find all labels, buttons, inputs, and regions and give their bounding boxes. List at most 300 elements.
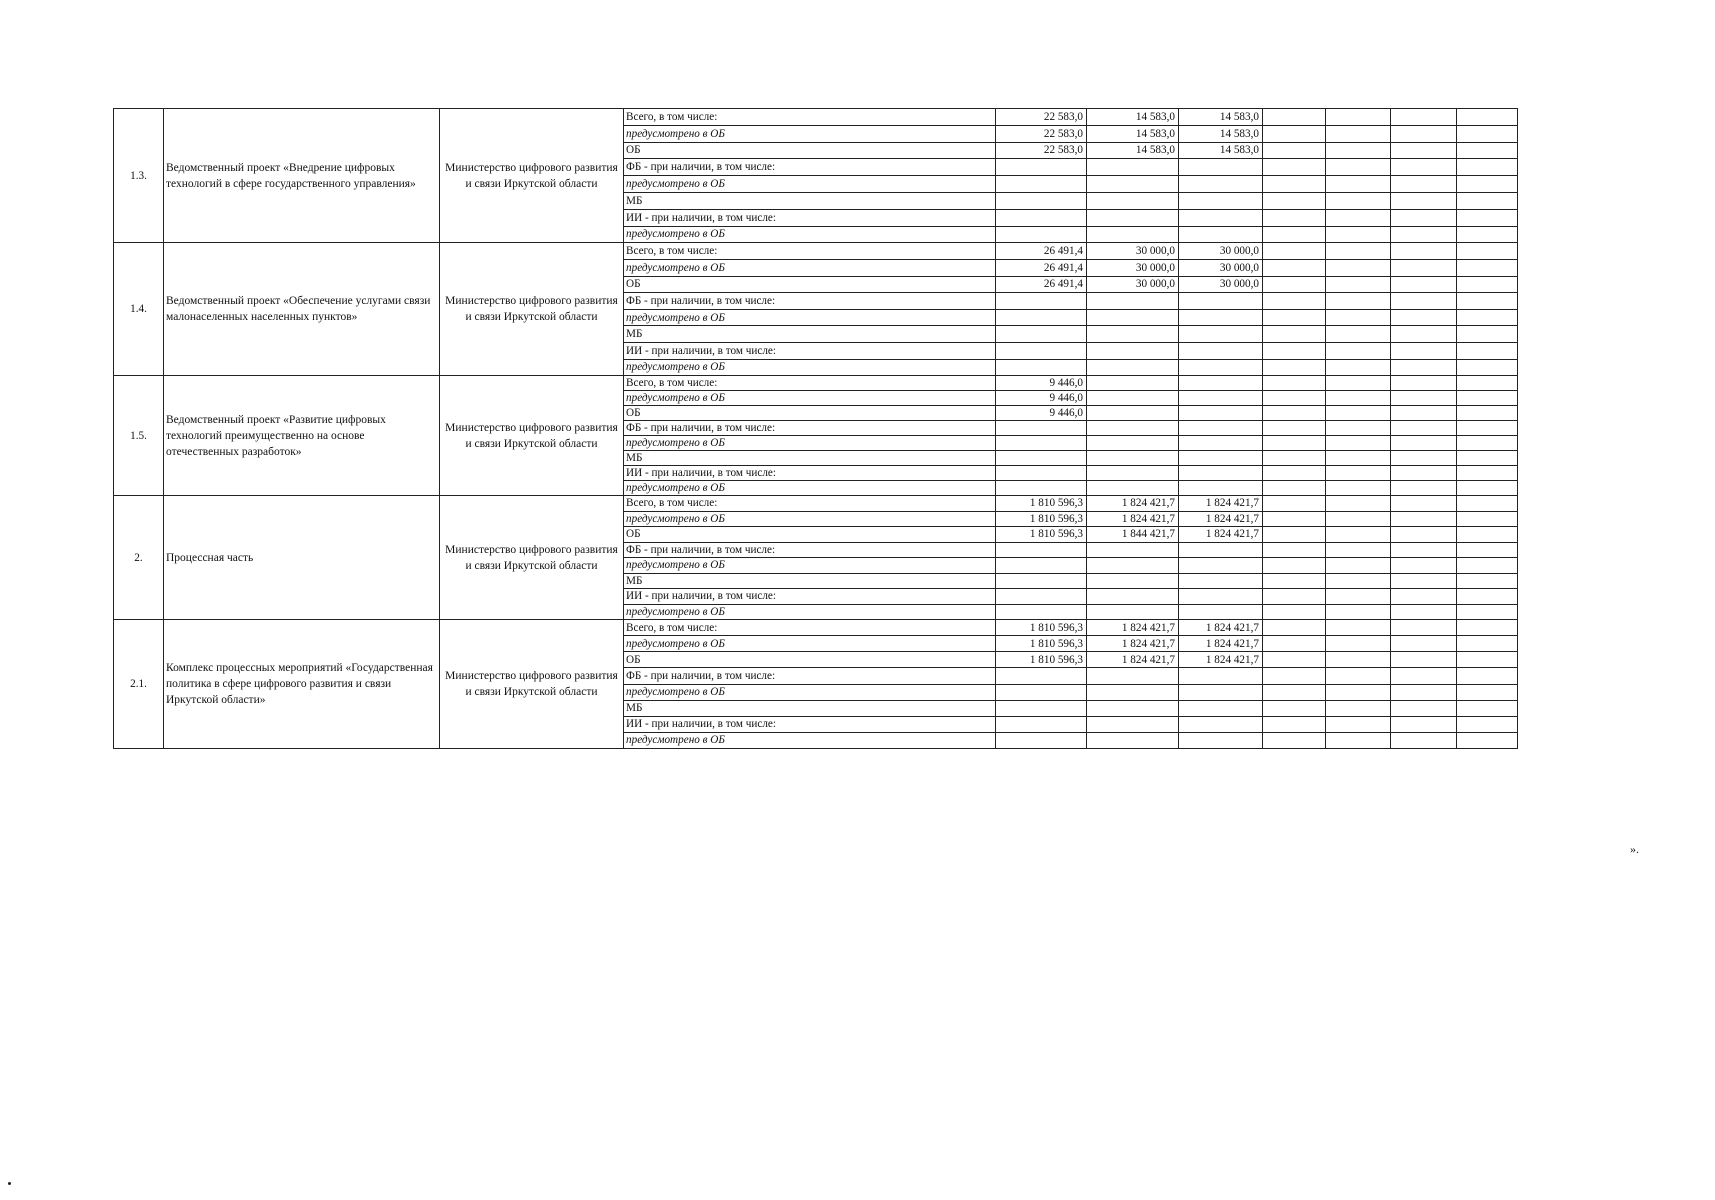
funding-source: ОБ xyxy=(624,527,996,543)
amount-cell xyxy=(1391,542,1457,558)
amount-cell xyxy=(1326,259,1391,276)
amount-cell xyxy=(1457,652,1518,668)
amount-cell xyxy=(1263,496,1326,512)
amount-cell: 1 824 421,7 xyxy=(1179,652,1263,668)
funding-source: предусмотрено в ОБ xyxy=(624,558,996,574)
amount-cell: 1 824 421,7 xyxy=(1179,496,1263,512)
amount-cell xyxy=(1457,109,1518,126)
amount-cell xyxy=(1179,589,1263,605)
amount-cell xyxy=(1326,700,1391,716)
amount-cell xyxy=(1391,636,1457,652)
amount-cell: 1 824 421,7 xyxy=(1179,527,1263,543)
amount-cell xyxy=(1087,421,1179,436)
amount-cell xyxy=(1326,481,1391,496)
amount-cell xyxy=(1263,142,1326,159)
amount-cell xyxy=(1457,309,1518,326)
funding-source: ФБ - при наличии, в том числе: xyxy=(624,542,996,558)
amount-cell xyxy=(1263,421,1326,436)
amount-cell xyxy=(1087,573,1179,589)
amount-cell xyxy=(1457,466,1518,481)
amount-cell xyxy=(1391,604,1457,620)
amount-cell xyxy=(1391,259,1457,276)
amount-cell: 14 583,0 xyxy=(1179,142,1263,159)
amount-cell xyxy=(1263,359,1326,376)
amount-cell xyxy=(1263,243,1326,260)
amount-cell xyxy=(1263,732,1326,748)
responsible-executor: Министерство цифрового развития и связи Иркутской области xyxy=(440,496,624,620)
funding-source: ИИ - при наличии, в том числе: xyxy=(624,716,996,732)
amount-cell xyxy=(1263,376,1326,391)
amount-cell xyxy=(996,342,1087,359)
amount-cell: 30 000,0 xyxy=(1179,276,1263,293)
amount-cell xyxy=(1263,589,1326,605)
amount-cell xyxy=(1087,684,1179,700)
amount-cell xyxy=(1263,276,1326,293)
amount-cell xyxy=(1391,496,1457,512)
funding-source: предусмотрено в ОБ xyxy=(624,176,996,193)
funding-source: предусмотрено в ОБ xyxy=(624,511,996,527)
responsible-executor: Министерство цифрового развития и связи Иркутской области xyxy=(440,109,624,243)
amount-cell xyxy=(1263,226,1326,243)
amount-cell xyxy=(1391,243,1457,260)
amount-cell: 14 583,0 xyxy=(1087,125,1179,142)
amount-cell xyxy=(1326,496,1391,512)
amount-cell xyxy=(1457,391,1518,406)
funding-source: ИИ - при наличии, в том числе: xyxy=(624,209,996,226)
amount-cell: 1 824 421,7 xyxy=(1087,496,1179,512)
funding-source: ОБ xyxy=(624,406,996,421)
amount-cell: 22 583,0 xyxy=(996,125,1087,142)
amount-cell xyxy=(1179,209,1263,226)
funding-source: МБ xyxy=(624,192,996,209)
amount-cell: 30 000,0 xyxy=(1179,243,1263,260)
amount-cell xyxy=(1391,558,1457,574)
funding-source: Всего, в том числе: xyxy=(624,109,996,126)
amount-cell xyxy=(1457,406,1518,421)
amount-cell xyxy=(1391,668,1457,684)
funding-source: предусмотрено в ОБ xyxy=(624,732,996,748)
amount-cell xyxy=(1087,406,1179,421)
amount-cell xyxy=(1326,684,1391,700)
table-row xyxy=(114,109,1518,126)
funding-source: предусмотрено в ОБ xyxy=(624,309,996,326)
table-row xyxy=(114,376,1518,391)
amount-cell xyxy=(1326,466,1391,481)
closing-quote: ». xyxy=(1630,842,1639,856)
amount-cell xyxy=(1087,226,1179,243)
amount-cell xyxy=(1263,125,1326,142)
amount-cell xyxy=(1087,716,1179,732)
amount-cell: 22 583,0 xyxy=(996,109,1087,126)
amount-cell xyxy=(1391,293,1457,310)
amount-cell xyxy=(1391,527,1457,543)
amount-cell xyxy=(1263,209,1326,226)
amount-cell: 14 583,0 xyxy=(1087,142,1179,159)
amount-cell xyxy=(1263,293,1326,310)
amount-cell xyxy=(996,700,1087,716)
project-name: Ведомственный проект «Внедрение цифровых технологий в сфере государственного управления» xyxy=(164,109,440,243)
amount-cell xyxy=(996,558,1087,574)
amount-cell xyxy=(1326,326,1391,343)
amount-cell xyxy=(1179,668,1263,684)
funding-source: ИИ - при наличии, в том числе: xyxy=(624,342,996,359)
funding-source: предусмотрено в ОБ xyxy=(624,359,996,376)
amount-cell xyxy=(1263,604,1326,620)
amount-cell xyxy=(1326,391,1391,406)
responsible-executor: Министерство цифрового развития и связи Иркутской области xyxy=(440,620,624,749)
amount-cell xyxy=(1087,589,1179,605)
amount-cell xyxy=(1179,226,1263,243)
amount-cell xyxy=(1179,573,1263,589)
amount-cell xyxy=(1457,620,1518,636)
amount-cell xyxy=(1326,558,1391,574)
amount-cell xyxy=(1391,391,1457,406)
amount-cell: 9 446,0 xyxy=(996,391,1087,406)
amount-cell xyxy=(996,589,1087,605)
amount-cell xyxy=(1326,109,1391,126)
scan-speck xyxy=(8,1182,11,1185)
amount-cell: 26 491,4 xyxy=(996,259,1087,276)
amount-cell xyxy=(1326,359,1391,376)
amount-cell xyxy=(1179,421,1263,436)
amount-cell: 26 491,4 xyxy=(996,276,1087,293)
amount-cell xyxy=(1326,604,1391,620)
table-body xyxy=(114,109,1518,749)
table-row xyxy=(114,243,1518,260)
amount-cell xyxy=(1087,436,1179,451)
amount-cell xyxy=(1391,511,1457,527)
amount-cell xyxy=(996,481,1087,496)
amount-cell xyxy=(1087,309,1179,326)
amount-cell xyxy=(1087,558,1179,574)
amount-cell: 1 824 421,7 xyxy=(1179,636,1263,652)
row-number: 1.5. xyxy=(114,376,164,496)
amount-cell xyxy=(1087,391,1179,406)
amount-cell xyxy=(1179,732,1263,748)
amount-cell xyxy=(1457,226,1518,243)
amount-cell xyxy=(1457,700,1518,716)
amount-cell xyxy=(996,159,1087,176)
amount-cell xyxy=(996,226,1087,243)
amount-cell xyxy=(1179,542,1263,558)
amount-cell xyxy=(1391,309,1457,326)
amount-cell xyxy=(1457,558,1518,574)
amount-cell xyxy=(1087,700,1179,716)
amount-cell: 1 810 596,3 xyxy=(996,636,1087,652)
amount-cell xyxy=(1179,451,1263,466)
amount-cell xyxy=(1391,276,1457,293)
funding-source: МБ xyxy=(624,326,996,343)
amount-cell xyxy=(1179,466,1263,481)
amount-cell xyxy=(1326,276,1391,293)
amount-cell: 1 810 596,3 xyxy=(996,652,1087,668)
amount-cell xyxy=(1263,620,1326,636)
amount-cell xyxy=(1263,542,1326,558)
amount-cell xyxy=(1326,573,1391,589)
amount-cell xyxy=(1326,125,1391,142)
amount-cell xyxy=(1087,732,1179,748)
amount-cell xyxy=(1087,326,1179,343)
amount-cell: 14 583,0 xyxy=(1179,109,1263,126)
amount-cell xyxy=(1326,732,1391,748)
amount-cell xyxy=(1457,481,1518,496)
amount-cell xyxy=(1326,192,1391,209)
amount-cell xyxy=(1326,511,1391,527)
funding-source: Всего, в том числе: xyxy=(624,376,996,391)
amount-cell xyxy=(1326,620,1391,636)
funding-source: МБ xyxy=(624,700,996,716)
funding-source: ФБ - при наличии, в том числе: xyxy=(624,293,996,310)
amount-cell xyxy=(1263,436,1326,451)
amount-cell xyxy=(1326,589,1391,605)
amount-cell: 1 824 421,7 xyxy=(1087,620,1179,636)
row-number: 1.4. xyxy=(114,243,164,376)
amount-cell xyxy=(1263,716,1326,732)
amount-cell xyxy=(1326,309,1391,326)
amount-cell xyxy=(1263,700,1326,716)
amount-cell xyxy=(996,542,1087,558)
funding-source: МБ xyxy=(624,451,996,466)
amount-cell xyxy=(1087,542,1179,558)
amount-cell xyxy=(1391,481,1457,496)
responsible-executor: Министерство цифрового развития и связи Иркутской области xyxy=(440,376,624,496)
amount-cell: 1 824 421,7 xyxy=(1179,511,1263,527)
amount-cell xyxy=(1179,342,1263,359)
amount-cell xyxy=(1391,620,1457,636)
amount-cell xyxy=(1391,589,1457,605)
amount-cell xyxy=(1391,142,1457,159)
amount-cell: 1 824 421,7 xyxy=(1179,620,1263,636)
amount-cell xyxy=(996,451,1087,466)
amount-cell xyxy=(1087,359,1179,376)
amount-cell xyxy=(1179,700,1263,716)
amount-cell xyxy=(1087,159,1179,176)
project-name: Комплекс процессных мероприятий «Государственная политика в сфере цифрового развития и связи Иркутской области» xyxy=(164,620,440,749)
amount-cell xyxy=(1457,668,1518,684)
amount-cell xyxy=(1179,391,1263,406)
amount-cell xyxy=(1457,451,1518,466)
amount-cell xyxy=(1087,192,1179,209)
amount-cell xyxy=(1263,511,1326,527)
amount-cell: 9 446,0 xyxy=(996,376,1087,391)
amount-cell xyxy=(1087,376,1179,391)
amount-cell xyxy=(1391,573,1457,589)
amount-cell xyxy=(1391,376,1457,391)
amount-cell xyxy=(1457,209,1518,226)
amount-cell xyxy=(1457,716,1518,732)
amount-cell xyxy=(1391,451,1457,466)
amount-cell xyxy=(996,466,1087,481)
amount-cell xyxy=(1326,209,1391,226)
amount-cell xyxy=(1457,176,1518,193)
amount-cell xyxy=(1457,192,1518,209)
amount-cell xyxy=(1391,684,1457,700)
responsible-executor: Министерство цифрового развития и связи Иркутской области xyxy=(440,243,624,376)
amount-cell xyxy=(1179,159,1263,176)
amount-cell xyxy=(1087,342,1179,359)
amount-cell: 1 810 596,3 xyxy=(996,620,1087,636)
amount-cell xyxy=(1087,481,1179,496)
amount-cell xyxy=(1391,700,1457,716)
amount-cell xyxy=(996,176,1087,193)
amount-cell: 1 810 596,3 xyxy=(996,511,1087,527)
amount-cell xyxy=(1326,652,1391,668)
funding-source: предусмотрено в ОБ xyxy=(624,125,996,142)
amount-cell xyxy=(1179,406,1263,421)
amount-cell xyxy=(1179,481,1263,496)
amount-cell xyxy=(1391,406,1457,421)
amount-cell xyxy=(1326,342,1391,359)
amount-cell xyxy=(1457,159,1518,176)
amount-cell xyxy=(1457,125,1518,142)
amount-cell: 22 583,0 xyxy=(996,142,1087,159)
financing-table xyxy=(113,108,1518,749)
amount-cell xyxy=(1087,209,1179,226)
amount-cell xyxy=(1391,109,1457,126)
amount-cell xyxy=(1087,176,1179,193)
funding-source: ИИ - при наличии, в том числе: xyxy=(624,589,996,605)
amount-cell: 30 000,0 xyxy=(1087,259,1179,276)
funding-source: предусмотрено в ОБ xyxy=(624,684,996,700)
amount-cell xyxy=(996,732,1087,748)
amount-cell xyxy=(1457,573,1518,589)
amount-cell xyxy=(1457,636,1518,652)
amount-cell xyxy=(996,436,1087,451)
funding-source: ФБ - при наличии, в том числе: xyxy=(624,668,996,684)
amount-cell xyxy=(1179,326,1263,343)
amount-cell xyxy=(1179,684,1263,700)
amount-cell xyxy=(1087,604,1179,620)
amount-cell xyxy=(1457,359,1518,376)
amount-cell xyxy=(1326,542,1391,558)
amount-cell: 1 824 421,7 xyxy=(1087,511,1179,527)
funding-source: ФБ - при наличии, в том числе: xyxy=(624,421,996,436)
amount-cell xyxy=(1457,142,1518,159)
table-row xyxy=(114,620,1518,636)
amount-cell xyxy=(1179,604,1263,620)
amount-cell xyxy=(996,668,1087,684)
amount-cell: 14 583,0 xyxy=(1179,125,1263,142)
amount-cell xyxy=(1326,159,1391,176)
amount-cell xyxy=(1087,451,1179,466)
amount-cell xyxy=(1326,668,1391,684)
funding-source: предусмотрено в ОБ xyxy=(624,226,996,243)
funding-source: Всего, в том числе: xyxy=(624,496,996,512)
amount-cell: 14 583,0 xyxy=(1087,109,1179,126)
amount-cell xyxy=(1326,716,1391,732)
amount-cell: 9 446,0 xyxy=(996,406,1087,421)
amount-cell xyxy=(1391,652,1457,668)
funding-source: предусмотрено в ОБ xyxy=(624,481,996,496)
funding-source: ОБ xyxy=(624,276,996,293)
funding-source: предусмотрено в ОБ xyxy=(624,391,996,406)
amount-cell xyxy=(996,421,1087,436)
funding-source: Всего, в том числе: xyxy=(624,620,996,636)
amount-cell xyxy=(1263,466,1326,481)
amount-cell xyxy=(1326,176,1391,193)
amount-cell xyxy=(1457,436,1518,451)
amount-cell: 1 810 596,3 xyxy=(996,496,1087,512)
row-number: 1.3. xyxy=(114,109,164,243)
amount-cell xyxy=(1263,342,1326,359)
amount-cell xyxy=(1391,342,1457,359)
amount-cell xyxy=(1263,406,1326,421)
amount-cell xyxy=(1263,668,1326,684)
amount-cell xyxy=(1263,451,1326,466)
amount-cell xyxy=(1457,732,1518,748)
amount-cell xyxy=(1263,192,1326,209)
funding-source: предусмотрено в ОБ xyxy=(624,436,996,451)
amount-cell xyxy=(996,209,1087,226)
amount-cell: 30 000,0 xyxy=(1087,276,1179,293)
amount-cell xyxy=(1391,192,1457,209)
amount-cell xyxy=(1263,159,1326,176)
amount-cell xyxy=(1263,326,1326,343)
amount-cell xyxy=(1457,243,1518,260)
amount-cell xyxy=(1391,176,1457,193)
amount-cell: 1 844 421,7 xyxy=(1087,527,1179,543)
amount-cell xyxy=(1457,527,1518,543)
amount-cell xyxy=(1179,176,1263,193)
amount-cell xyxy=(1263,309,1326,326)
amount-cell xyxy=(1391,209,1457,226)
amount-cell xyxy=(1391,159,1457,176)
amount-cell xyxy=(1263,109,1326,126)
amount-cell xyxy=(1391,716,1457,732)
amount-cell xyxy=(1087,466,1179,481)
funding-source: предусмотрено в ОБ xyxy=(624,604,996,620)
amount-cell xyxy=(1179,558,1263,574)
amount-cell xyxy=(1391,125,1457,142)
amount-cell: 30 000,0 xyxy=(1179,259,1263,276)
amount-cell xyxy=(1457,376,1518,391)
amount-cell xyxy=(1457,342,1518,359)
row-number: 2.1. xyxy=(114,620,164,749)
amount-cell xyxy=(1457,542,1518,558)
amount-cell xyxy=(1457,511,1518,527)
amount-cell xyxy=(996,604,1087,620)
amount-cell: 1 824 421,7 xyxy=(1087,636,1179,652)
funding-source: предусмотрено в ОБ xyxy=(624,259,996,276)
amount-cell xyxy=(1263,636,1326,652)
amount-cell xyxy=(996,293,1087,310)
amount-cell xyxy=(1457,496,1518,512)
amount-cell xyxy=(1326,376,1391,391)
amount-cell: 26 491,4 xyxy=(996,243,1087,260)
amount-cell xyxy=(1087,293,1179,310)
amount-cell xyxy=(1263,652,1326,668)
document-sheet xyxy=(113,108,1639,856)
amount-cell xyxy=(1457,589,1518,605)
amount-cell xyxy=(1326,243,1391,260)
amount-cell xyxy=(1179,293,1263,310)
funding-source: ОБ xyxy=(624,142,996,159)
amount-cell: 1 810 596,3 xyxy=(996,527,1087,543)
funding-source: Всего, в том числе: xyxy=(624,243,996,260)
amount-cell xyxy=(996,309,1087,326)
amount-cell xyxy=(1391,226,1457,243)
amount-cell xyxy=(1391,421,1457,436)
amount-cell xyxy=(1263,527,1326,543)
amount-cell xyxy=(1326,226,1391,243)
amount-cell xyxy=(1391,732,1457,748)
amount-cell xyxy=(1326,436,1391,451)
amount-cell xyxy=(1179,376,1263,391)
funding-source: ИИ - при наличии, в том числе: xyxy=(624,466,996,481)
project-name: Процессная часть xyxy=(164,496,440,620)
amount-cell: 1 824 421,7 xyxy=(1087,652,1179,668)
amount-cell xyxy=(1457,326,1518,343)
